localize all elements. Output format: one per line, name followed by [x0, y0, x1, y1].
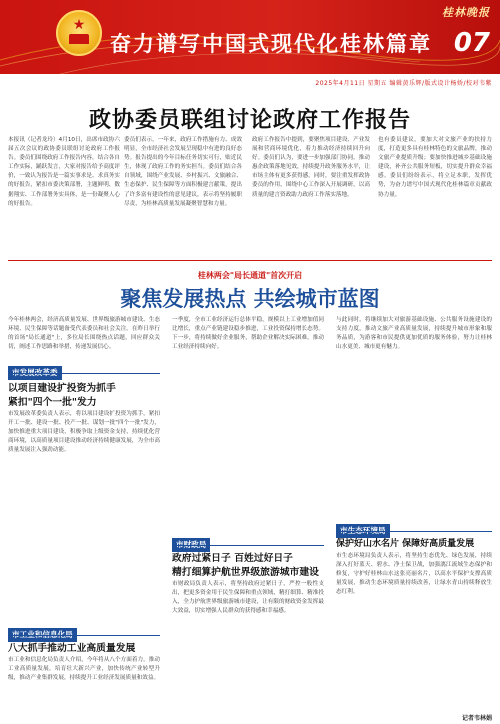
sec1-subtitle-2: 紧扣"四个一批"发力	[8, 397, 97, 408]
article2-col3	[336, 316, 492, 516]
sec4-body: 市生态环境局负责人表示，将坚持生态优先、绿色发展，持续深入打好蓝天、碧水、净土保卫战，加强漓江流域生态保护和修复，守护好桂林山水这张亮丽名片，以高水平保护支撑高质量发展，推动生态环境质量持续改善，让绿水青山持续释放生态红利。	[336, 553, 492, 596]
section-title: 奋力谱写中国式现代化桂林篇章	[110, 32, 432, 56]
sec1-body: 市发展改革委负责人表示，将以项目建设扩投资为抓手，紧扣开工一批、建设一批、投产一批、谋划一批"四个一批"发力，加快推进重大项目建设，积极争取上级资金支持，持续优化营商环境，以高质量项目建设推动经济持续健康发展，为全市高质量发展注入强劲动能。	[8, 411, 160, 454]
article2-mid-col	[172, 316, 324, 528]
article1-col4	[378, 136, 492, 256]
article1-headline: 政协委员联组讨论政府工作报告	[88, 108, 411, 133]
sec3-body-col	[172, 580, 324, 716]
reporter-byline: 记者韦林娟	[461, 715, 492, 722]
article1-text-2: 委员们表示，一年来，政府工作措施有力、成效明显，全市经济社会发展呈现稳中有进的良好态势。报告提出的今年目标任务切实可行，贴近民生，体现了政府工作的务实担当。委员们结合各自领域，围绕产业发展、乡村振兴、文旅融合、生态保护、民生保障等方面积极建言献策，提出了许多富有建设性的意见建议，表示将坚持履职尽责，为桂林高质量发展凝聚智慧和力量。	[124, 137, 242, 207]
article-divider	[8, 260, 492, 261]
section-header-fgw	[8, 360, 160, 374]
sec3-subtitle-2: 精打细算护航世界级旅游城市建设	[172, 567, 319, 578]
section-header-sthj	[336, 518, 492, 532]
article2-headline: 聚焦发展热点 共绘城市蓝图	[120, 287, 380, 311]
article1-text-3: 政府工作报告中提到，要聚焦项目建设、产业发展和营商环境优化，着力推动经济持续回升向好。委员们认为，要进一步加强部门协同，推动惠企政策落地见效，持续提升政务服务水平，让市场主体有更多获得感。同时，要注重发挥政协委员的作用，围绕中心工作深入开展调研，以高质量的建言资政助力政府工作落实落地。	[252, 137, 370, 198]
sec4-subtitle: 保护好山水名片 保障好高质量发展	[336, 539, 475, 549]
article2-lead-col	[8, 316, 160, 356]
article1-col3	[252, 136, 370, 256]
article2-kicker: 桂林两会"局长通道"首次开启	[197, 271, 303, 280]
sec1-body-col	[8, 410, 160, 618]
article1-col1	[8, 136, 120, 256]
sec2-body: 市工业和信息化局负责人介绍，今年将从八个方面着力，推动工业高质量发展，培育壮大新兴产业，加快传统产业转型升级，推动产业集群发展，持续提升工业经济发展质量和效益。	[8, 657, 160, 682]
issue-meta: 2025年4月11日 星期五 编辑黄乐辉/版式设计杨娇/校对韦紫	[315, 80, 492, 87]
article2-col3-body: 与此同时，将继续加大对旅游基础设施、公共服务设施建设的支持力度，推动文旅产业高质量发展，持续提升城市形象和服务品质，为游客和市民提供更加优质的服务体验，努力让桂林山水更美、城市更有魅力。	[336, 317, 492, 351]
article1-intro: 本报讯（记者龙玲）4月10日，出席市政协六届五次会议的政协委员联组讨论政府工作报告。委员们围绕政府工作报告内容，结合各自工作实际，踊跃发言，大家对报告给予高度评价，一致认为报告是一篇实事求是、求真务实的好报告，紧扣市委决策部署，主题鲜明、数据翔实、工作部署务实具体，是一份凝聚人心的好报告。	[8, 137, 120, 207]
article2-lead: 今年桂林两会，经济高质量发展、世界级旅游城市建设、生态环境、民生保障等话题备受代表委员和社会关注。在昨日举行的首场"局长通道"上，多位局长围绕热点话题，回应群众关切，阐述工作思路和举措，传递发展信心。	[8, 317, 160, 351]
article1-text-4: 也有委员建议，要加大对文旅产业的扶持力度，打造更多具有桂林特色的文旅品牌，推动文旅产业提质升级；要加快推进城乡基础设施建设，补齐公共服务短板，切实提升群众幸福感。委员们纷纷表示，将立足本职，发挥优势，为奋力谱写中国式现代化桂林篇章贡献政协力量。	[378, 137, 492, 198]
section-header-czj	[172, 532, 324, 546]
page-number: 07	[453, 28, 490, 58]
article2-mid-body: 一季度，全市工业经济运行总体平稳，规模以上工业增加值同比增长，重点产业链建设稳步推进，工业投资保持增长态势。下一步，将持续做好企业服务，帮助企业解决实际困难，推动工业经济持续向好。	[172, 317, 324, 351]
sec2-body-col	[8, 656, 160, 720]
sec2-subtitle: 八大抓手推动工业高质量发展	[8, 643, 136, 654]
sec1-subtitle: 以项目建设扩投资为抓手	[8, 383, 116, 394]
sec3-body: 市财政局负责人表示，将坚持政府过紧日子，严控一般性支出，把更多资金用于民生保障和重点领域，精打细算、精准投入，全力护航世界级旅游城市建设，让有限的财政资金发挥最大效益，切实增强人民群众的获得感和幸福感。	[172, 581, 324, 615]
sec4-body-col	[336, 552, 492, 712]
newspaper-brand: 桂林晚报	[442, 6, 490, 19]
article1-col2	[124, 136, 242, 256]
party-emblem-icon: ★	[56, 10, 102, 56]
masthead-banner	[0, 0, 500, 74]
section-header-gxj	[8, 622, 160, 636]
sec3-subtitle: 政府过紧日子 百姓过好日子	[172, 553, 293, 564]
